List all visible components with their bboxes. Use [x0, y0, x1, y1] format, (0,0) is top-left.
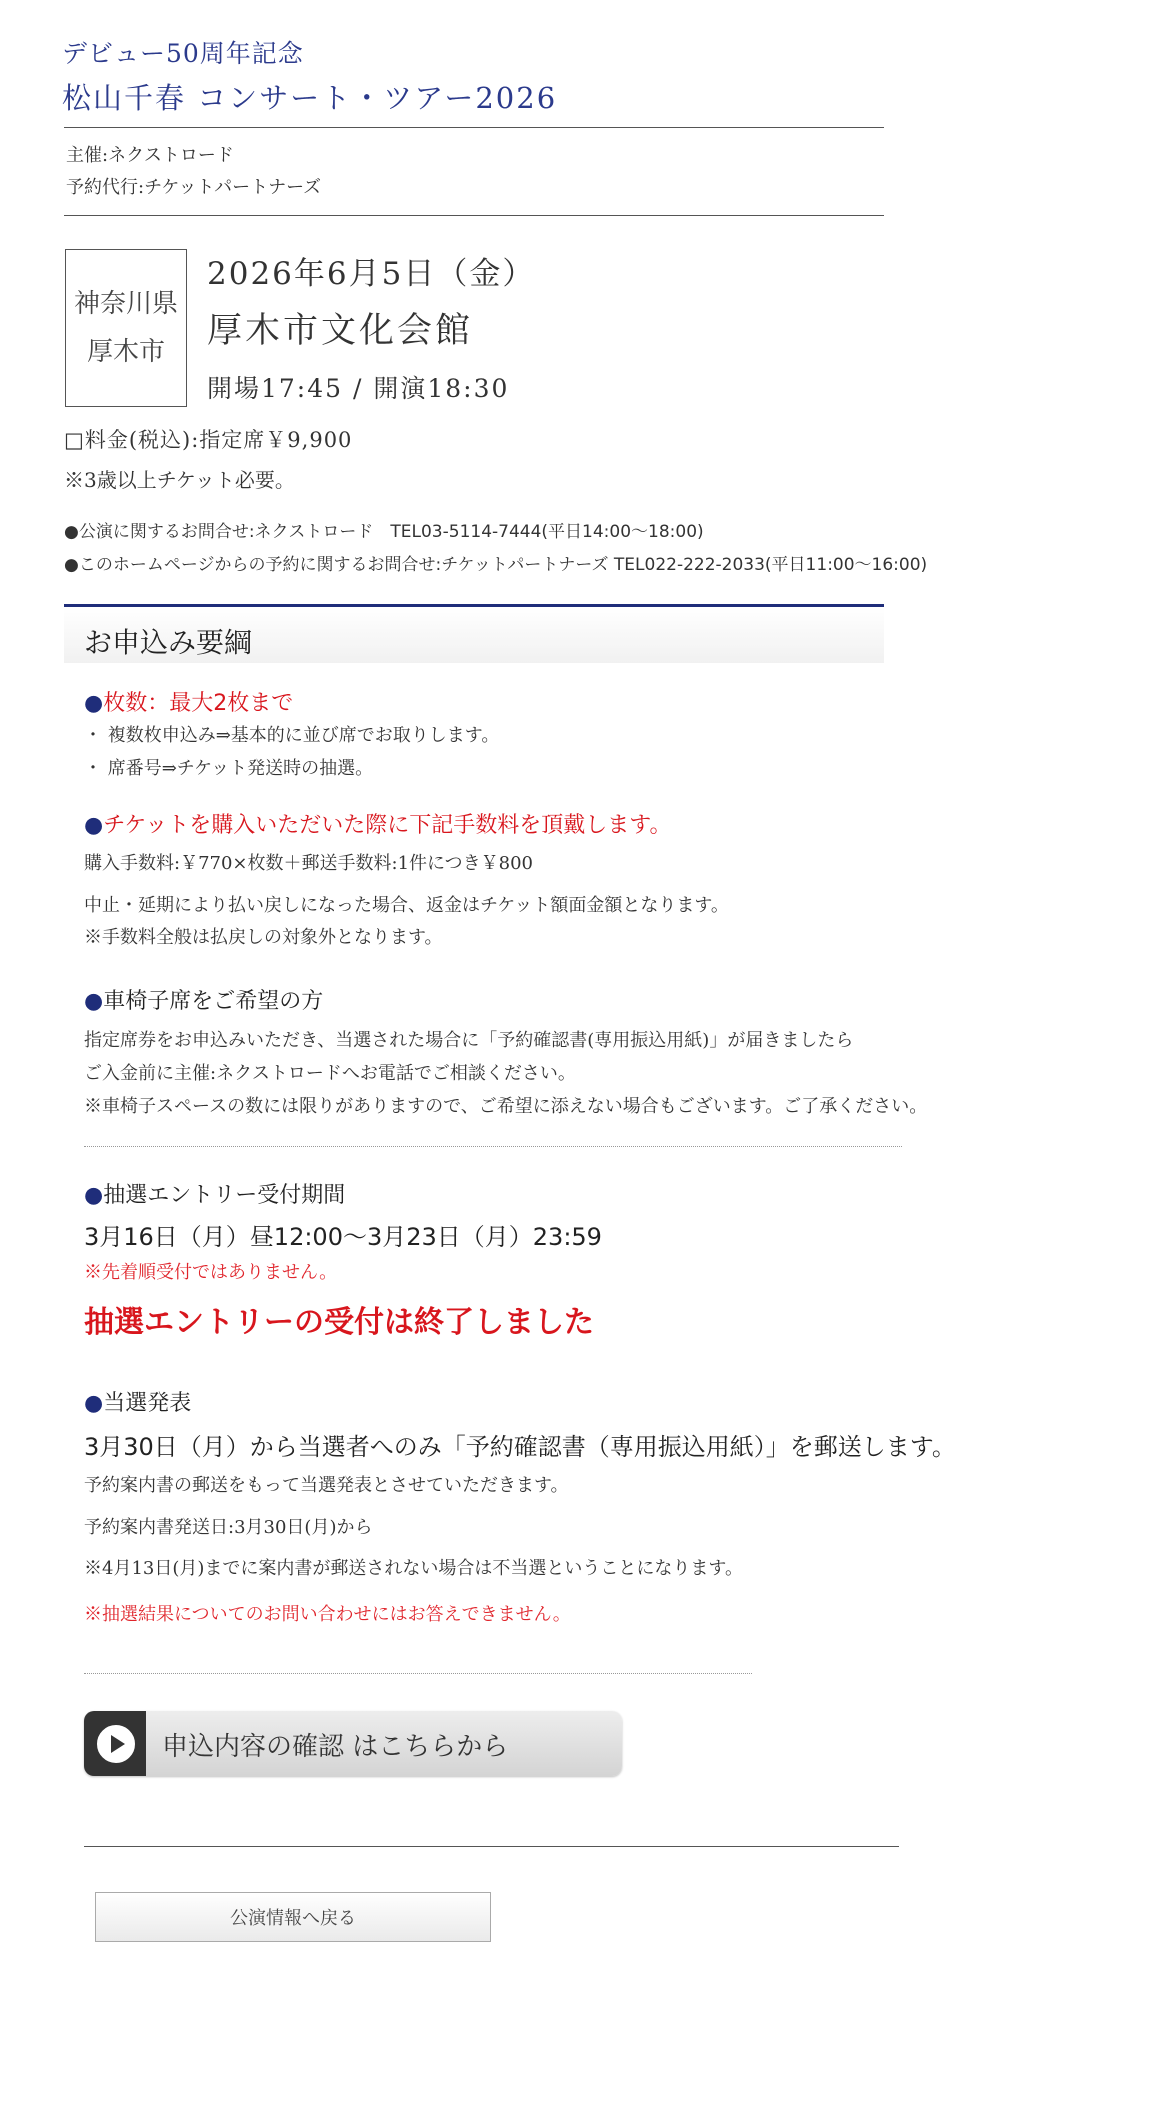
announce-line: ※4月13日(月)までに案内書が郵送されない場合は不当選ということになります。 [84, 1558, 743, 1579]
fee-line: ※手数料全般は払戻しの対象外となります。 [84, 927, 443, 948]
event-time: 開場17:45 / 開演18:30 [207, 374, 510, 403]
limit-heading: ●枚数：最大2枚まで [84, 691, 294, 716]
announce-main: 3月30日（月）から当選者へのみ「予約確認書（専用振込用紙）」を郵送します。 [84, 1433, 956, 1461]
divider [64, 215, 884, 216]
confirm-button-label: 申込内容の確認 はこちらから [162, 1732, 509, 1762]
bullet-icon: ● [84, 691, 104, 716]
organizer-host: 主催:ネクストロード [66, 145, 234, 166]
bullet-icon: ● [84, 989, 104, 1014]
organizer-agent: 予約代行:チケットパートナーズ [66, 177, 322, 198]
venue-name: 厚木市文化会館 [207, 311, 474, 351]
play-icon [97, 1725, 135, 1763]
entry-period: 3月16日（月）昼12:00～3月23日（月）23:59 [84, 1223, 602, 1251]
entry-note: ※先着順受付ではありません。 [84, 1262, 338, 1283]
announce-note: ※抽選結果についてのお問い合わせにはお答えできません。 [84, 1604, 571, 1625]
dotted-divider [84, 1673, 752, 1674]
wheelchair-line: 指定席券をお申込みいただき、当選された場合に「予約確認書(専用振込用紙)」が届きましたら [84, 1030, 854, 1051]
bullet-icon: ● [84, 1391, 104, 1416]
limit-line: ・ 席番号⇒チケット発送時の抽選。 [84, 758, 374, 779]
back-to-info-button[interactable]: 公演情報へ戻る [95, 1892, 491, 1942]
prefecture: 神奈川県 [73, 289, 178, 319]
wheelchair-line: ※車椅子スペースの数には限りがありますので、ご希望に添えない場合もございます。ご了承ください。 [84, 1096, 928, 1117]
age-note: ※3歳以上チケット必要。 [64, 468, 295, 492]
section-header [64, 604, 884, 663]
fee-line: 中止・延期により払い戻しになった場合、返金はチケット額面金額となります。 [84, 895, 729, 916]
wheelchair-line: ご入金前に主催:ネクストロードへお電話でご相談ください。 [84, 1063, 576, 1084]
dotted-divider [84, 1146, 902, 1147]
fee-heading: ●チケットを購入いただいた際に下記手数料を頂戴します。 [84, 813, 672, 838]
contact-reservation: ●このホームページからの予約に関するお問合せ:チケットパートナーズ TEL022-222-2033(平日11:00〜16:00) [64, 555, 928, 575]
entry-closed-message: 抽選エントリーの受付は終了しました [84, 1305, 594, 1340]
city: 厚木市 [86, 337, 165, 367]
announce-line: 予約案内書の郵送をもって当選発表とさせていただきます。 [84, 1475, 569, 1496]
entry-heading: ●抽選エントリー受付期間 [84, 1183, 346, 1208]
divider [84, 1846, 899, 1847]
event-date: 2026年6月5日（金） [207, 256, 536, 292]
confirm-application-button[interactable] [84, 1711, 622, 1776]
event-subtitle: デビュー50周年記念 [62, 39, 304, 68]
limit-line: ・ 複数枚申込み⇒基本的に並び席でお取りします。 [84, 725, 500, 746]
fee-line: 購入手数料:￥770×枚数＋郵送手数料:1件につき￥800 [84, 853, 534, 874]
event-title: 松山千春 コンサート・ツアー2026 [62, 81, 558, 115]
announce-heading: ●当選発表 [84, 1391, 192, 1416]
ticket-price: □料金(税込):指定席￥9,900 [64, 428, 353, 452]
bullet-icon: ● [84, 1183, 104, 1208]
location-box [65, 249, 187, 407]
bullet-icon: ● [84, 813, 104, 838]
announce-line: 予約案内書発送日:3月30日(月)から [84, 1517, 373, 1538]
section-title: お申込み要綱 [84, 626, 253, 659]
wheelchair-heading: ●車椅子席をご希望の方 [84, 989, 324, 1014]
divider [64, 127, 884, 128]
contact-performance: ●公演に関するお問合せ:ネクストロード TEL03-5114-7444(平日14:00〜18:00) [64, 522, 704, 542]
